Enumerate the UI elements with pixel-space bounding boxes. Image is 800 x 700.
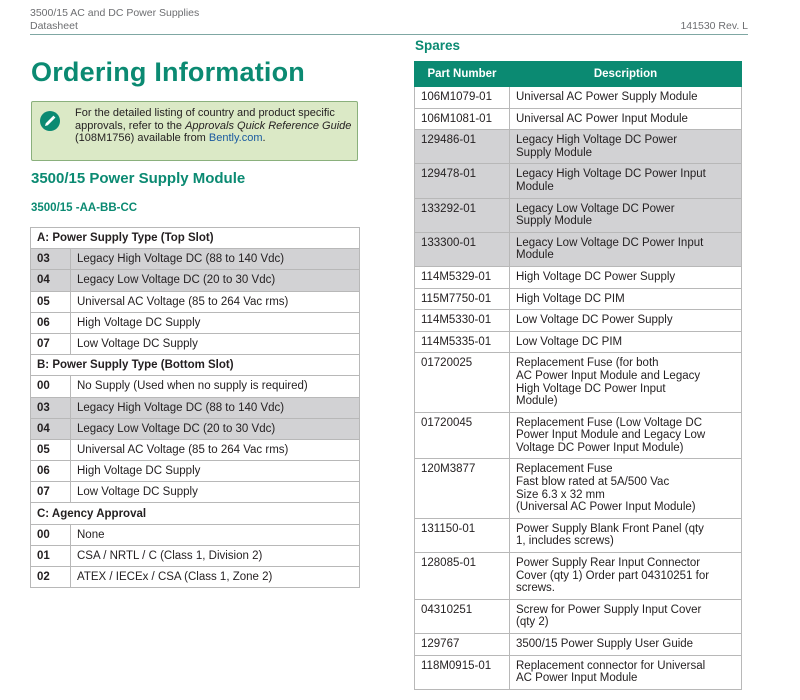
option-description: High Voltage DC Supply [71, 312, 360, 333]
spare-description [510, 164, 742, 198]
options-table [30, 227, 360, 588]
option-code: 03 [31, 249, 71, 270]
spare-row [415, 87, 742, 109]
spare-description [510, 266, 742, 288]
spare-description-line: Legacy High Voltage DC Power Input [516, 168, 706, 181]
spare-row [415, 164, 742, 198]
spare-description-line: Module [516, 249, 554, 262]
option-code: 05 [31, 439, 71, 460]
spare-description-line: Module) [516, 395, 558, 408]
spare-row [415, 634, 742, 656]
column-header-part-number: Part Number [415, 62, 510, 87]
spare-part-number: 01720045 [415, 412, 510, 459]
option-row [31, 439, 360, 460]
option-code: 06 [31, 461, 71, 482]
spare-description [510, 331, 742, 353]
spare-part-number: 133292-01 [415, 198, 510, 232]
spare-row [415, 599, 742, 633]
document-header [30, 7, 199, 33]
spare-description [510, 412, 742, 459]
spare-description-line: (Universal AC Power Input Module) [516, 501, 696, 514]
spare-description [510, 353, 742, 412]
spare-description-line: Replacement Fuse (Low Voltage DC [516, 416, 703, 429]
option-row [31, 397, 360, 418]
spare-part-number: 106M1081-01 [415, 108, 510, 130]
option-row [31, 291, 360, 312]
option-section-label: B: Power Supply Type (Bottom Slot) [31, 355, 360, 376]
spare-part-number: 04310251 [415, 599, 510, 633]
spare-description-line: Replacement Fuse [516, 463, 613, 476]
option-row [31, 333, 360, 354]
spare-description-line: 3500/15 Power Supply User Guide [516, 638, 694, 650]
spare-description-line: Power Supply Rear Input Connector [516, 557, 701, 570]
option-code: 07 [31, 482, 71, 503]
spare-description-line: Power Supply Blank Front Panel (qty [516, 522, 704, 535]
spare-row [415, 198, 742, 232]
option-description: Legacy High Voltage DC (88 to 140 Vdc) [71, 249, 360, 270]
product-name: 3500/15 AC and DC Power Supplies [30, 7, 200, 19]
spare-description-line: (qty 2) [516, 616, 549, 629]
module-heading: 3500/15 Power Supply Module [31, 170, 246, 187]
spare-description [510, 108, 742, 130]
option-description: CSA / NRTL / C (Class 1, Division 2) [71, 545, 360, 566]
spare-part-number: 133300-01 [415, 232, 510, 266]
spare-row [415, 518, 742, 552]
spare-part-number: 01720025 [415, 353, 510, 412]
spare-part-number: 118M0915-01 [415, 655, 510, 689]
document-number: 141530 Rev. L [680, 20, 748, 32]
spare-row [415, 310, 742, 332]
spare-row [415, 412, 742, 459]
header-divider [30, 34, 748, 35]
spare-description-line: Size 6.3 x 32 mm [516, 488, 605, 501]
option-code: 03 [31, 397, 71, 418]
spare-row [415, 232, 742, 266]
part-number-format: 3500/15 -AA-BB-CC [31, 202, 138, 214]
spare-description [510, 130, 742, 164]
column-header-description: Description [510, 62, 742, 87]
approvals-guide-title: Approvals Quick Reference Guide [185, 119, 352, 132]
spare-description-line: Fast blow rated at 5A/500 Vac [516, 476, 670, 489]
spare-description-line: AC Power Input Module and Legacy [516, 369, 701, 382]
spare-description-line: Screw for Power Supply Input Cover [516, 603, 702, 616]
spare-description [510, 634, 742, 656]
option-description: Legacy High Voltage DC (88 to 140 Vdc) [71, 397, 360, 418]
option-section-label: A: Power Supply Type (Top Slot) [31, 228, 360, 249]
spare-part-number: 106M1079-01 [415, 87, 510, 109]
spare-part-number: 128085-01 [415, 553, 510, 600]
spare-description [510, 232, 742, 266]
spare-part-number: 114M5330-01 [415, 310, 510, 332]
spare-description-line: Replacement connector for Universal [516, 659, 706, 672]
spare-row [415, 459, 742, 518]
option-row [31, 482, 360, 503]
spare-description-line: Low Voltage DC PIM [516, 335, 623, 348]
spare-description-line: AC Power Input Module [516, 672, 638, 685]
spare-description-line: High Voltage DC Power Input [516, 382, 666, 395]
spares-table [414, 61, 742, 690]
option-description: Low Voltage DC Supply [71, 333, 360, 354]
spare-row [415, 553, 742, 600]
spare-description-line: screws. [516, 582, 555, 595]
spare-part-number: 114M5335-01 [415, 331, 510, 353]
option-section-label: C: Agency Approval [31, 503, 360, 524]
spare-row [415, 331, 742, 353]
option-row [31, 461, 360, 482]
document-type: Datasheet [30, 20, 78, 32]
spare-description-line: Supply Module [516, 215, 593, 228]
spare-description [510, 198, 742, 232]
spare-description-line: Legacy High Voltage DC Power [516, 134, 678, 147]
spare-row [415, 288, 742, 310]
option-description: No Supply (Used when no supply is required) [71, 376, 360, 397]
option-section-row [31, 503, 360, 524]
spare-part-number: 131150-01 [415, 518, 510, 552]
option-code: 06 [31, 312, 71, 333]
spare-description [510, 459, 742, 518]
spare-row [415, 108, 742, 130]
option-row [31, 567, 360, 588]
page-title: Ordering Information [31, 57, 305, 87]
spare-description-line: 1, includes screws) [516, 535, 614, 548]
option-row [31, 249, 360, 270]
option-section-row [31, 228, 360, 249]
spare-row [415, 353, 742, 412]
option-row [31, 376, 360, 397]
pencil-icon [40, 111, 60, 131]
spares-header-row [415, 62, 742, 87]
option-section-row [31, 355, 360, 376]
spare-description [510, 310, 742, 332]
spare-part-number: 120M3877 [415, 459, 510, 518]
option-code: 04 [31, 270, 71, 291]
spare-part-number: 115M7750-01 [415, 288, 510, 310]
option-description: Universal AC Voltage (85 to 264 Vac rms) [71, 439, 360, 460]
spare-description-line: Universal AC Power Supply Module [516, 91, 698, 103]
option-row [31, 270, 360, 291]
option-code: 04 [31, 418, 71, 439]
option-row [31, 545, 360, 566]
spare-description-line: High Voltage DC Power Supply [516, 270, 676, 283]
spare-description [510, 87, 742, 109]
option-description: Low Voltage DC Supply [71, 482, 360, 503]
option-description: Legacy Low Voltage DC (20 to 30 Vdc) [71, 418, 360, 439]
spare-description [510, 553, 742, 600]
spares-heading: Spares [415, 38, 461, 53]
spare-description-line: Legacy Low Voltage DC Power Input [516, 236, 704, 249]
option-code: 05 [31, 291, 71, 312]
spare-description [510, 599, 742, 633]
spare-row [415, 130, 742, 164]
spare-description-line: Legacy Low Voltage DC Power [516, 202, 675, 215]
option-row [31, 312, 360, 333]
spare-description-line: Replacement Fuse (for both [516, 357, 659, 370]
spare-part-number: 129767 [415, 634, 510, 656]
option-description: Universal AC Voltage (85 to 264 Vac rms) [71, 291, 360, 312]
spare-description [510, 655, 742, 689]
spare-part-number: 129486-01 [415, 130, 510, 164]
spare-row [415, 266, 742, 288]
spare-description-line: Supply Module [516, 146, 593, 159]
spare-description-line: Universal AC Power Input Module [516, 112, 688, 125]
spare-description-line: Power Input Module and Legacy Low [516, 429, 706, 442]
spare-description-line: Low Voltage DC Power Supply [516, 314, 673, 327]
option-description: Legacy Low Voltage DC (20 to 30 Vdc) [71, 270, 360, 291]
spare-description-line: Voltage DC Power Input Module) [516, 441, 684, 454]
spare-part-number: 129478-01 [415, 164, 510, 198]
option-code: 00 [31, 376, 71, 397]
option-row [31, 418, 360, 439]
spare-description [510, 518, 742, 552]
spare-description-line: Cover (qty 1) Order part 04310251 for [516, 569, 710, 582]
option-description: ATEX / IECEx / CSA (Class 1, Zone 2) [71, 567, 360, 588]
option-row [31, 524, 360, 545]
option-code: 02 [31, 567, 71, 588]
spare-description-line: High Voltage DC PIM [516, 292, 625, 305]
spare-description [510, 288, 742, 310]
approvals-note [31, 101, 358, 161]
option-code: 00 [31, 524, 71, 545]
option-description: High Voltage DC Supply [71, 461, 360, 482]
approvals-note-text: For the detailed listing of country and product specific approvals, refer to the Approvals Quick Reference Guide (108M1756) available from Bently.com. [75, 107, 352, 145]
spare-row [415, 655, 742, 689]
option-code: 07 [31, 333, 71, 354]
spare-description-line: Module [516, 180, 554, 193]
option-code: 01 [31, 545, 71, 566]
bently-link[interactable]: Bently.com [208, 132, 263, 145]
spare-part-number: 114M5329-01 [415, 266, 510, 288]
option-description: None [71, 524, 360, 545]
